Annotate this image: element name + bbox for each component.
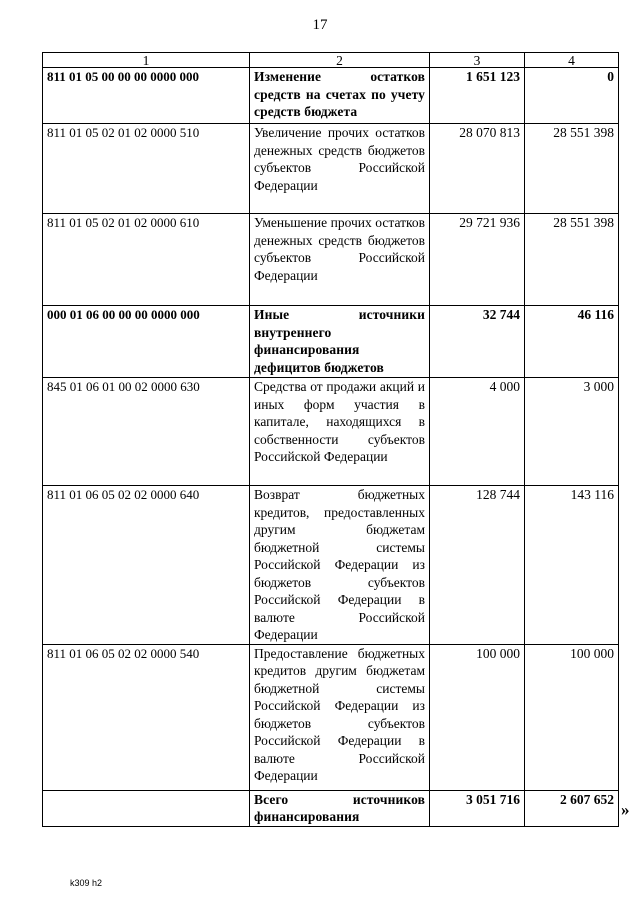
row-description: Возврат бюджетных кредитов, предоставленных другим бюджетам бюджетной системы Российской Федерации из бюджетов субъектов Российской Федерации в валюте Российской Федерации bbox=[250, 486, 430, 645]
row-value-col3: 128 744 bbox=[430, 486, 525, 645]
page-number: 17 bbox=[312, 17, 328, 33]
table-row bbox=[43, 644, 619, 790]
table-row bbox=[43, 68, 619, 124]
row-value-col3: 1 651 123 bbox=[430, 68, 525, 124]
row-description: Изменение остатков средств на счетах по учету средств бюджета bbox=[250, 68, 430, 124]
row-code: 811 01 05 02 01 02 0000 510 bbox=[43, 124, 250, 214]
table-row bbox=[43, 124, 619, 214]
row-value-col4: 28 551 398 bbox=[525, 124, 619, 214]
column-header-3: 3 bbox=[430, 53, 525, 68]
row-description: Увеличение прочих остатков денежных средств бюджетов субъектов Российской Федерации bbox=[250, 124, 430, 214]
row-description: Иные источники внутреннего финансирования дефицитов бюджетов bbox=[250, 306, 430, 378]
row-description: Предоставление бюджетных кредитов другим бюджетам бюджетной системы Российской Федерации из бюджетов субъектов Российской Федерации в валюте Российской Федерации bbox=[250, 644, 430, 790]
row-value-col3: 29 721 936 bbox=[430, 214, 525, 306]
row-value-col4: 28 551 398 bbox=[525, 214, 619, 306]
row-value-col4: 3 000 bbox=[525, 378, 619, 486]
row-description: Средства от продажи акций и иных форм участия в капитале, находящихся в собственности субъектов Российской Федерации bbox=[250, 378, 430, 486]
row-code: 845 01 06 01 00 02 0000 630 bbox=[43, 378, 250, 486]
table-row-total bbox=[43, 790, 619, 826]
footer-document-code: k309 h2 bbox=[70, 878, 103, 888]
row-value-col3: 3 051 716 bbox=[430, 790, 525, 826]
table-row bbox=[43, 214, 619, 306]
row-value-col3: 32 744 bbox=[430, 306, 525, 378]
table-header-row bbox=[43, 53, 619, 68]
row-code bbox=[43, 790, 250, 826]
row-description: Всего источников финансирования bbox=[250, 790, 430, 826]
row-description: Уменьшение прочих остатков денежных средств бюджетов субъектов Российской Федерации bbox=[250, 214, 430, 306]
row-code: 811 01 06 05 02 02 0000 640 bbox=[43, 486, 250, 645]
row-value-col3: 28 070 813 bbox=[430, 124, 525, 214]
table-row bbox=[43, 486, 619, 645]
closing-quote-mark: » bbox=[621, 800, 630, 819]
row-value-col3: 4 000 bbox=[430, 378, 525, 486]
row-value-col4: 46 116 bbox=[525, 306, 619, 378]
table-row bbox=[43, 306, 619, 378]
column-header-1: 1 bbox=[43, 53, 250, 68]
row-code: 811 01 05 02 01 02 0000 610 bbox=[43, 214, 250, 306]
row-code: 811 01 05 00 00 00 0000 000 bbox=[43, 68, 250, 124]
row-value-col3: 100 000 bbox=[430, 644, 525, 790]
row-code: 000 01 06 00 00 00 0000 000 bbox=[43, 306, 250, 378]
row-value-col4: 100 000 bbox=[525, 644, 619, 790]
budget-sources-table bbox=[42, 52, 619, 827]
row-value-col4: 0 bbox=[525, 68, 619, 124]
row-value-col4: 2 607 652 bbox=[525, 790, 619, 826]
column-header-2: 2 bbox=[250, 53, 430, 68]
row-value-col4: 143 116 bbox=[525, 486, 619, 645]
column-header-4: 4 bbox=[525, 53, 619, 68]
row-code: 811 01 06 05 02 02 0000 540 bbox=[43, 644, 250, 790]
table-row bbox=[43, 378, 619, 486]
